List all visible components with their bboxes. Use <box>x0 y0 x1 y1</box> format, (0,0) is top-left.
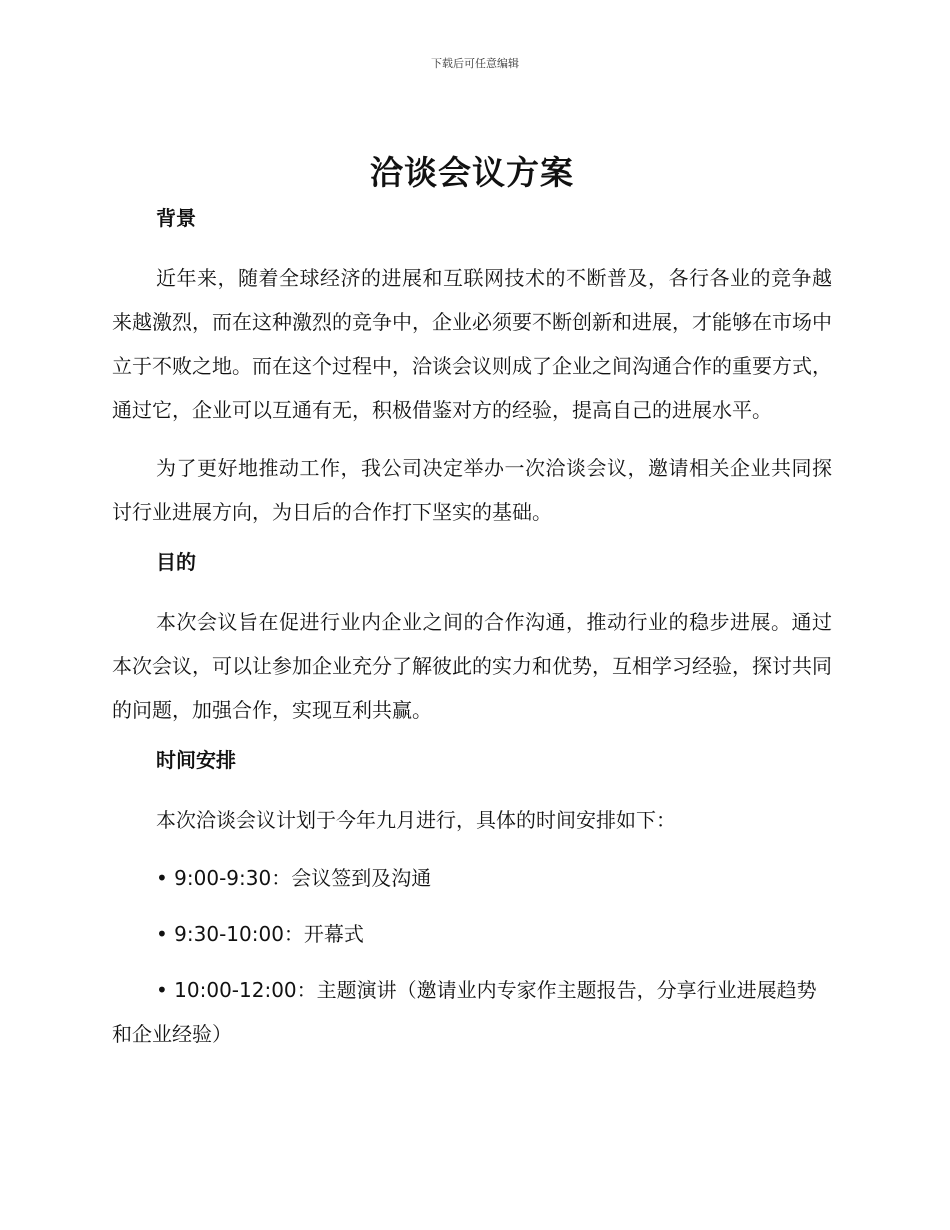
paragraph: 本次会议旨在促进行业内企业之间的合作沟通，推动行业的稳步进展。通过本次会议，可以让参加企业充分了解彼此的实力和优势，互相学习经验，探讨共同的问题，加强合作，实现互利共赢。 <box>112 610 832 722</box>
section-heading-schedule: 时间安排 <box>156 748 236 772</box>
document-body <box>112 150 832 1068</box>
schedule-intro: 本次洽谈会议计划于今年九月进行，具体的时间安排如下： <box>156 808 676 832</box>
schedule-item: • 9:00-9:30：会议签到及沟通 <box>156 866 432 890</box>
schedule-item: • 9:30-10:00：开幕式 <box>156 922 364 946</box>
paragraph: 为了更好地推动工作，我公司决定举办一次洽谈会议，邀请相关企业共同探讨行业进展方向，为日后的合作打下坚实的基础。 <box>112 456 832 524</box>
schedule-item: • 10:00-12:00：主题演讲（邀请业内专家作主题报告，分享行业进展趋势和企业经验） <box>112 978 817 1046</box>
paragraph: 近年来，随着全球经济的进展和互联网技术的不断普及，各行各业的竞争越来越激烈，而在这种激烈的竞争中，企业必须要不断创新和进展，才能够在市场中立于不败之地。而在这个过程中，洽谈会议则成了企业之间沟通合作的重要方式，通过它，企业可以互通有无，积极借鉴对方的经验，提高自己的进展水平。 <box>112 266 832 422</box>
document-title: 洽谈会议方案 <box>370 153 574 192</box>
section-heading-background: 背景 <box>156 206 196 230</box>
page-header-note: 下载后可任意编辑 <box>431 57 519 70</box>
section-heading-purpose: 目的 <box>156 550 196 574</box>
